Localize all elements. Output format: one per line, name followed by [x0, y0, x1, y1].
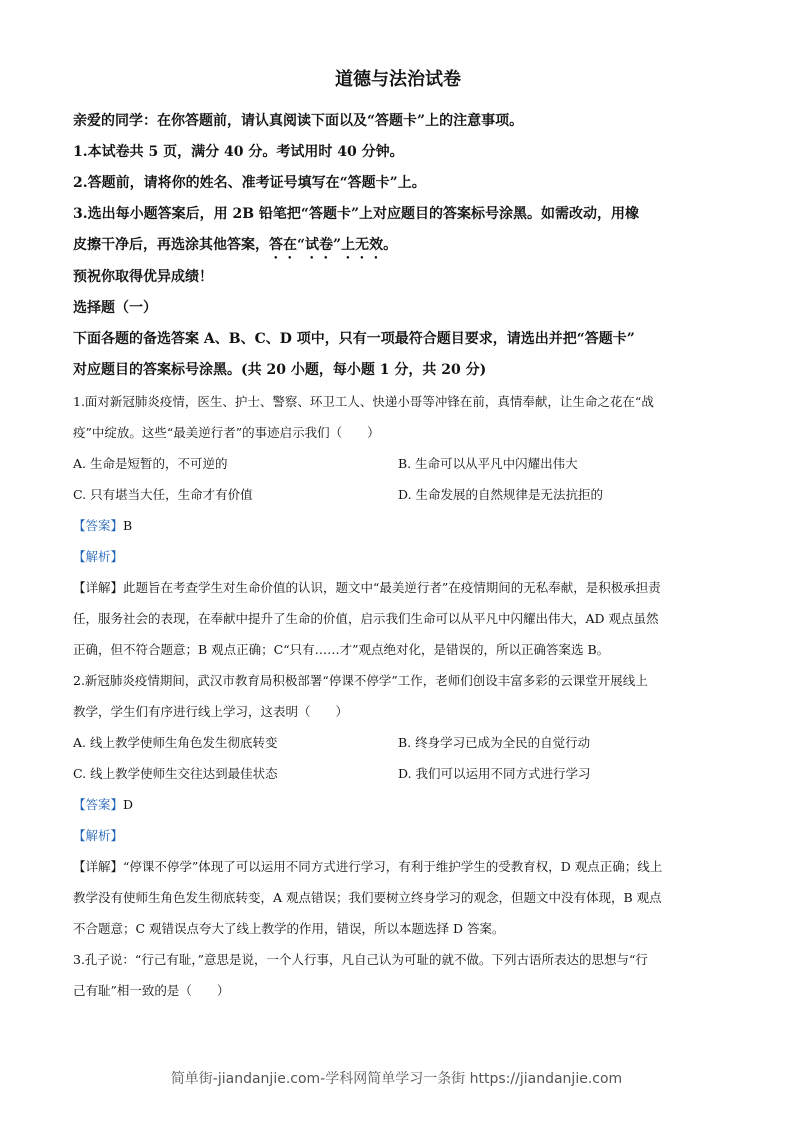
answer-label: 【答案】 — [73, 797, 124, 812]
question-2-stem-line-2: 教学，学生们有序进行线上学习，这表明（ ） — [73, 704, 349, 719]
question-1-choices-row-1 — [73, 448, 723, 479]
page-title: 道德与法治试卷 — [335, 69, 461, 90]
page-footer: 简单街-jiandanjie.com-学科网简单学习一条街 https://jiandanjie.com — [170, 1071, 623, 1087]
answer-value: B — [123, 518, 133, 533]
question-1-choices-row-2 — [73, 479, 723, 510]
choice-a: A. 线上教学使师生角色发生彻底转变 — [73, 735, 278, 750]
question-2-choices-row-1 — [73, 727, 723, 758]
question-1-answer — [73, 510, 723, 541]
answer-label: 【答案】 — [73, 518, 124, 533]
choice-a: A. 生命是短暂的，不可逆的 — [73, 456, 228, 471]
question-2-detail-line-2: 教学没有使师生角色发生彻底转变，A 观点错误；我们要树立终身学习的观念，但题文中没有体现，B 观点 — [73, 890, 662, 905]
question-2-detail-line-3: 不合题意；C 观错误点夸大了线上教学的作用，错误，所以本题选择 D 答案。 — [73, 921, 505, 936]
emphasized-text: 答在“试卷”上无效 — [269, 237, 384, 253]
question-1-stem-line-2: 疫”中绽放。这些“最美逆行者”的事迹启示我们（ ） — [73, 425, 380, 440]
question-1-detail-line-2: 任，服务社会的表现，在奉献中提升了生命的价值，启示我们生命可以从平凡中闪耀出伟大，AD 观点虽然 — [73, 611, 659, 626]
question-2-detail-line-1: 【详解】“停课不停学”体现了可以运用不同方式进行学习，有利于维护学生的受教育权，D 观点正确；线上 — [73, 859, 663, 874]
exam-page — [73, 68, 723, 1006]
choice-c: C. 线上教学使师生交往达到最佳状态 — [73, 766, 278, 781]
choice-b: B. 生命可以从平凡中闪耀出伟大 — [398, 456, 578, 471]
question-1-analysis-label: 【解析】 — [73, 549, 124, 564]
section-desc-line-1: 下面各题的备选答案 A、B、C、D 项中，只有一项最符合题目要求，请选出并把“答题卡” — [73, 331, 635, 347]
question-3-stem-line-1: 3.孔子说：“行己有耻，”意思是说，一个人行事，凡自己认为可耻的就不做。下列古语所表达的思想与“行 — [73, 952, 648, 967]
notice-intro: 亲爱的同学：在你答题前，请认真阅读下面以及“答题卡”上的注意事项。 — [73, 113, 524, 129]
notice-item-2: 2.答题前，请将你的姓名、准考证号填写在“答题卡”上。 — [73, 175, 426, 191]
question-2-choices-row-2 — [73, 758, 723, 789]
notice-item-1: 1.本试卷共 5 页，满分 40 分。考试用时 40 分钟。 — [73, 144, 404, 160]
question-1-detail-line-3: 正确，但不符合题意；B 观点正确；C“只有……才”观点绝对化，是错误的，所以正确答案选 B。 — [73, 642, 610, 657]
section-desc-line-2: 对应题目的答案标号涂黑。(共 20 小题，每小题 1 分，共 20 分) — [73, 362, 487, 378]
section-title: 选择题（一） — [73, 300, 157, 316]
notice-item-3-end: 。 — [383, 237, 398, 253]
question-3-stem-line-2: 己有耻”相一致的是（ ） — [73, 983, 230, 998]
question-1-detail-line-1: 【详解】此题旨在考查学生对生命价值的认识，题文中“最美逆行者”在疫情期间的无私奉献，是积极承担责 — [73, 580, 661, 595]
notice-item-3-line-1: 3.选出每小题答案后，用 2B 铅笔把“答题卡”上对应题目的答案标号涂黑。如需改动，用橡 — [73, 206, 640, 222]
notice-item-3-text: 皮擦干净后，再选涂其他答案， — [73, 237, 269, 253]
notice-wish: 预祝你取得优异成绩！ — [73, 269, 213, 285]
answer-value: D — [123, 797, 134, 812]
choice-d: D. 生命发展的自然规律是无法抗拒的 — [398, 487, 604, 502]
choice-b: B. 终身学习已成为全民的自觉行动 — [398, 735, 591, 750]
question-1-stem-line-1: 1.面对新冠肺炎疫情，医生、护士、警察、环卫工人、快递小哥等冲锋在前，真情奉献，让生命之花在“战 — [73, 394, 654, 409]
question-2-answer — [73, 789, 723, 820]
choice-d: D. 我们可以运用不同方式进行学习 — [398, 766, 591, 781]
question-2-analysis-label: 【解析】 — [73, 828, 124, 843]
question-2-stem-line-1: 2.新冠肺炎疫情期间，武汉市教育局积极部署“停课不停学”工作，老师们创设丰富多彩的云课堂开展线上 — [73, 673, 648, 688]
choice-c: C. 只有堪当大任，生命才有价值 — [73, 487, 253, 502]
notice-item-3-line-2 — [73, 230, 723, 262]
